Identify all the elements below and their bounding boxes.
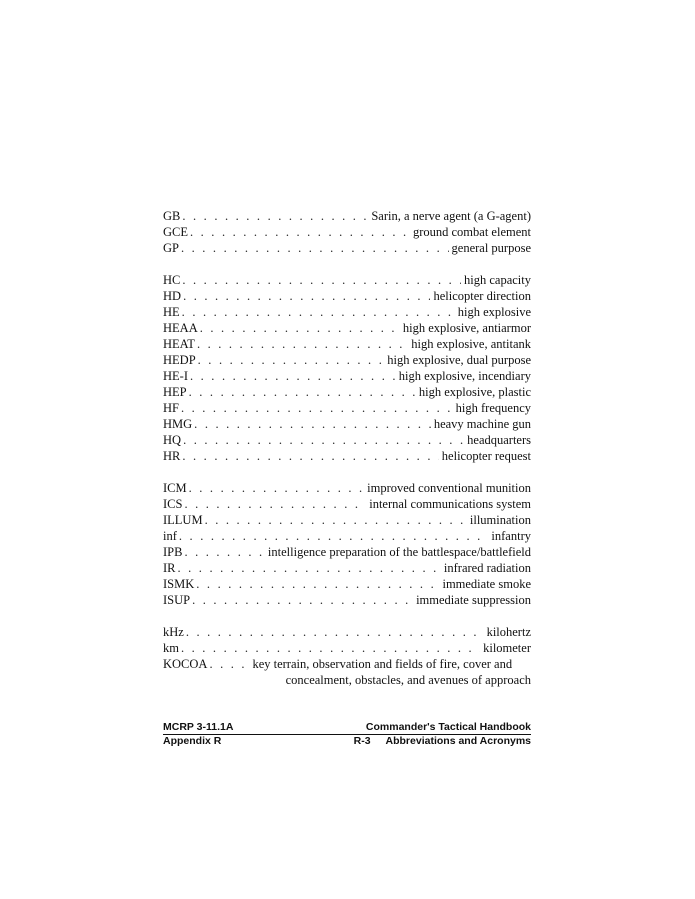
acronym-entry bbox=[163, 640, 531, 656]
acronym-entry bbox=[163, 544, 531, 560]
acronym-entry bbox=[163, 432, 531, 448]
acronym-term: km bbox=[163, 641, 179, 655]
dot-leader bbox=[182, 448, 438, 464]
acronym-term: GP bbox=[163, 241, 179, 255]
dot-leader bbox=[190, 368, 396, 384]
acronym-term: HE bbox=[163, 305, 180, 319]
page-footer bbox=[163, 721, 531, 748]
acronym-definition: illumination bbox=[469, 513, 531, 527]
acronym-entry bbox=[163, 224, 531, 240]
acronym-term: HEAT bbox=[163, 337, 195, 351]
dot-leader bbox=[184, 496, 366, 512]
publication-number: MCRP 3-11.1A bbox=[163, 721, 234, 733]
acronym-term: HE-I bbox=[163, 369, 188, 383]
acronym-term: IPB bbox=[163, 545, 183, 559]
acronym-definition: kilometer bbox=[483, 641, 531, 655]
acronym-definition: infantry bbox=[491, 529, 531, 543]
acronym-entry bbox=[163, 320, 531, 336]
acronym-entry bbox=[163, 352, 531, 368]
acronym-term: IR bbox=[163, 561, 176, 575]
acronym-term: HR bbox=[163, 449, 181, 463]
acronym-entry bbox=[163, 576, 531, 592]
dot-leader bbox=[200, 320, 400, 336]
dot-leader bbox=[197, 336, 408, 352]
dot-leader bbox=[198, 352, 385, 368]
acronym-entry bbox=[163, 400, 531, 416]
acronym-entry bbox=[163, 624, 531, 640]
acronym-entry bbox=[163, 304, 531, 320]
acronym-definition: high capacity bbox=[464, 273, 531, 287]
acronym-term: HEP bbox=[163, 385, 187, 399]
acronym-term: ICM bbox=[163, 481, 187, 495]
dot-leader bbox=[182, 304, 455, 320]
acronym-definition: infrared radiation bbox=[443, 561, 531, 575]
acronym-definition: high explosive bbox=[457, 305, 531, 319]
dot-leader bbox=[182, 272, 461, 288]
acronym-group-i bbox=[163, 480, 531, 608]
acronym-entry bbox=[163, 592, 531, 608]
acronym-term: ISUP bbox=[163, 593, 191, 607]
dot-leader bbox=[181, 400, 453, 416]
acronym-entry bbox=[163, 448, 531, 464]
dot-leader bbox=[183, 432, 464, 448]
acronym-definition: high explosive, antitank bbox=[411, 337, 531, 351]
acronym-definition: high frequency bbox=[455, 401, 531, 415]
acronym-definition: high explosive, dual purpose bbox=[387, 353, 531, 367]
acronym-definition-continuation: concealment, obstacles, and avenues of approach bbox=[285, 673, 531, 687]
dot-leader bbox=[183, 288, 430, 304]
dot-leader bbox=[189, 480, 365, 496]
acronym-definition: immediate suppression bbox=[416, 593, 531, 607]
acronym-definition: general purpose bbox=[451, 241, 531, 255]
acronym-group-k bbox=[163, 624, 531, 688]
dot-leader bbox=[209, 656, 249, 672]
acronym-entry bbox=[163, 496, 531, 512]
acronym-definition: high explosive, incendiary bbox=[398, 369, 531, 383]
acronym-definition: internal communications system bbox=[369, 497, 531, 511]
acronym-list bbox=[163, 208, 531, 688]
acronym-term: HQ bbox=[163, 433, 182, 447]
acronym-entry bbox=[163, 208, 531, 224]
acronym-definition: ground combat element bbox=[412, 225, 531, 239]
acronym-term: HEAA bbox=[163, 321, 198, 335]
acronym-definition: high explosive, plastic bbox=[418, 385, 531, 399]
acronym-term: GCE bbox=[163, 225, 188, 239]
dot-leader bbox=[181, 640, 480, 656]
acronym-term: HC bbox=[163, 273, 181, 287]
publication-title: Commander's Tactical Handbook bbox=[365, 721, 531, 733]
acronym-entry bbox=[163, 288, 531, 304]
acronym-definition: headquarters bbox=[467, 433, 531, 447]
dot-leader bbox=[196, 576, 439, 592]
acronym-term: GB bbox=[163, 209, 181, 223]
acronym-definition: helicopter request bbox=[441, 449, 531, 463]
acronym-group-g bbox=[163, 208, 531, 256]
acronym-group-h bbox=[163, 272, 531, 464]
acronym-definition: immediate smoke bbox=[442, 577, 531, 591]
acronym-definition: heavy machine gun bbox=[433, 417, 531, 431]
dot-leader bbox=[182, 208, 368, 224]
acronym-definition: intelligence preparation of the battlespace/battlefield bbox=[267, 545, 531, 559]
dot-leader bbox=[179, 528, 489, 544]
dot-leader bbox=[194, 416, 431, 432]
dot-leader bbox=[178, 560, 441, 576]
acronym-definition: key terrain, observation and fields of fire, cover and bbox=[252, 657, 513, 671]
dot-leader bbox=[186, 624, 484, 640]
page-number: R-3 bbox=[353, 735, 371, 747]
acronym-entry bbox=[163, 528, 531, 544]
acronym-term: kHz bbox=[163, 625, 184, 639]
acronym-entry bbox=[163, 560, 531, 576]
acronym-term: KOCOA bbox=[163, 657, 208, 671]
acronym-entry bbox=[163, 384, 531, 400]
acronym-entry bbox=[163, 480, 531, 496]
acronym-definition: high explosive, antiarmor bbox=[402, 321, 531, 335]
acronym-definition: improved conventional munition bbox=[367, 481, 531, 495]
acronym-term: ILLUM bbox=[163, 513, 203, 527]
acronym-entry bbox=[163, 368, 531, 384]
dot-leader bbox=[190, 224, 410, 240]
acronym-term: inf bbox=[163, 529, 177, 543]
acronym-definition: Sarin, a nerve agent (a G-agent) bbox=[371, 209, 531, 223]
acronym-entry bbox=[163, 272, 531, 288]
acronym-entry bbox=[163, 416, 531, 432]
acronym-entry bbox=[163, 512, 531, 528]
acronym-definition: helicopter direction bbox=[433, 289, 531, 303]
dot-leader bbox=[184, 544, 264, 560]
acronym-term: HD bbox=[163, 289, 182, 303]
footer-bottom-row bbox=[163, 735, 531, 748]
acronym-term: ISMK bbox=[163, 577, 195, 591]
acronym-term: HF bbox=[163, 401, 179, 415]
dot-leader bbox=[192, 592, 413, 608]
section-title: Abbreviations and Acronyms bbox=[385, 735, 531, 747]
acronym-term: ICS bbox=[163, 497, 183, 511]
acronym-term: HMG bbox=[163, 417, 193, 431]
appendix-label: Appendix R bbox=[163, 735, 222, 747]
footer-right-group bbox=[354, 735, 531, 748]
dot-leader bbox=[189, 384, 416, 400]
footer-top-row bbox=[163, 721, 531, 735]
acronym-definition: kilohertz bbox=[486, 625, 531, 639]
acronym-entry bbox=[163, 336, 531, 352]
dot-leader bbox=[205, 512, 467, 528]
acronym-term: HEDP bbox=[163, 353, 196, 367]
dot-leader bbox=[181, 240, 449, 256]
acronym-entry bbox=[163, 240, 531, 256]
acronym-entry bbox=[163, 656, 531, 672]
